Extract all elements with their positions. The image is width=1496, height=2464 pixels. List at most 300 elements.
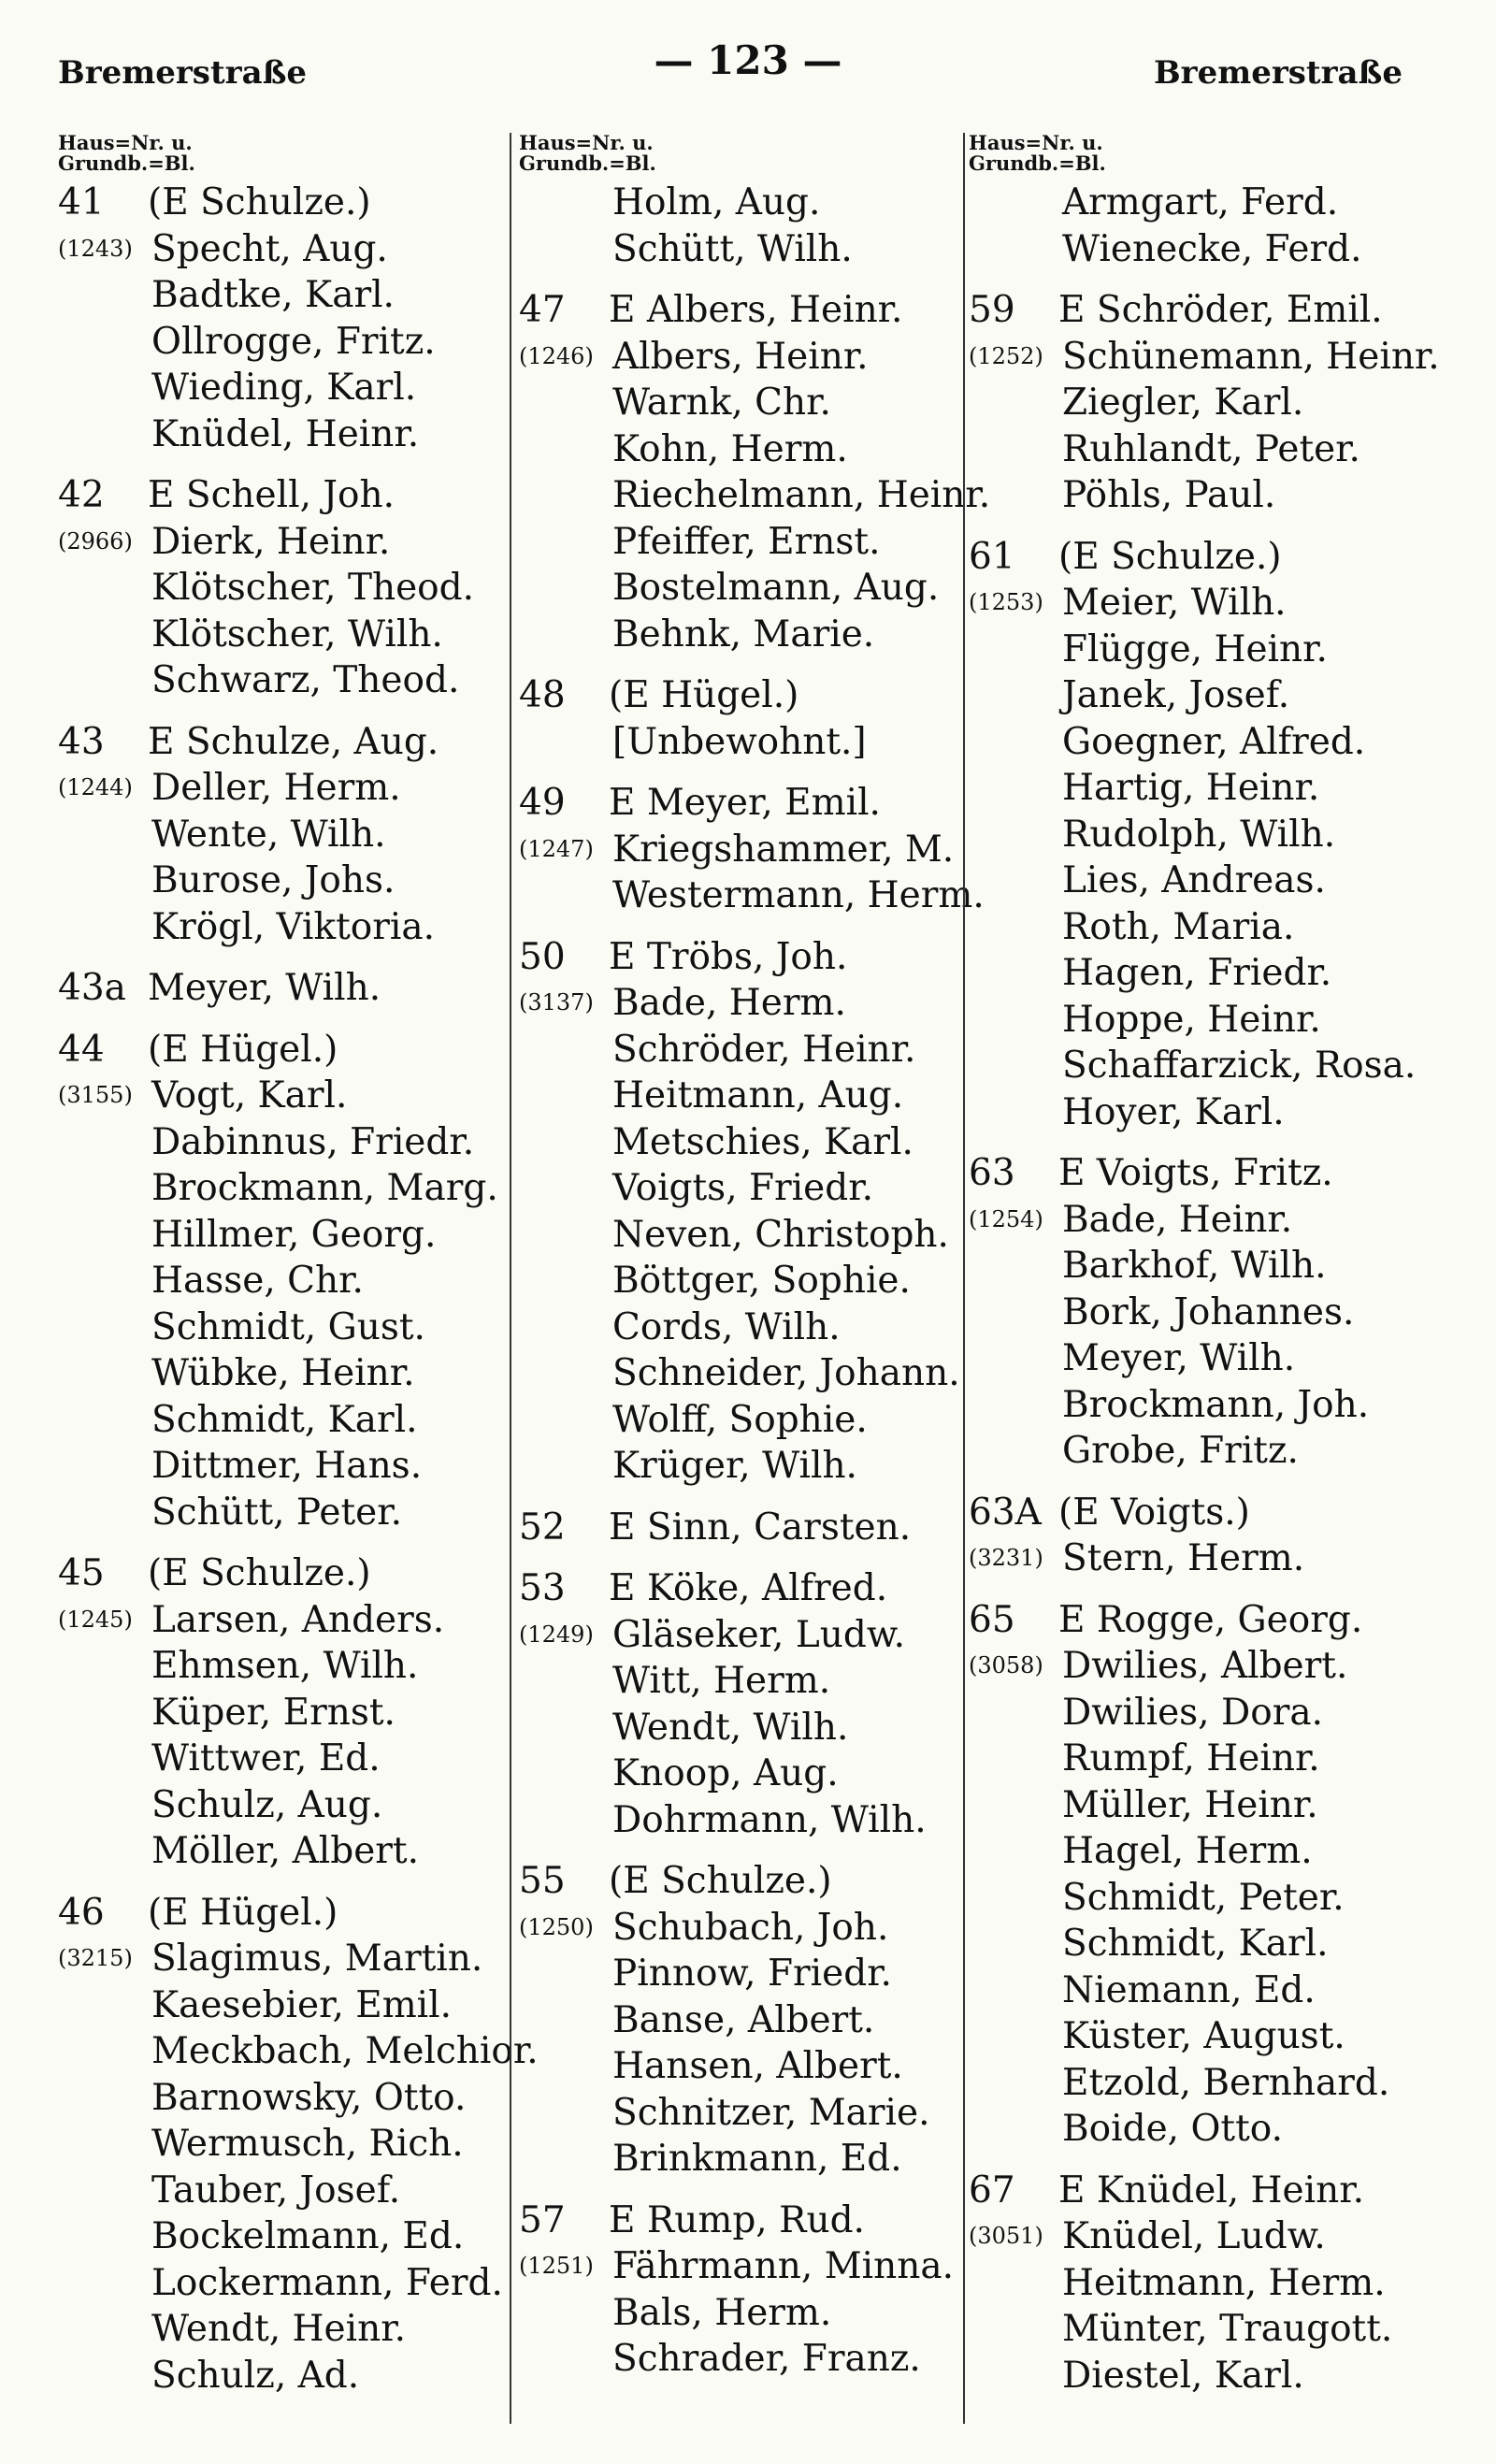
resident-line [58, 1643, 497, 1690]
column-heading-line1: Haus=Nr. u. [519, 131, 654, 154]
resident-name: Hillmer, Georg. [151, 1213, 437, 1256]
street-name-left: Bremerstraße [58, 54, 308, 92]
resident-line [519, 2290, 965, 2337]
resident-line [58, 1782, 497, 1829]
resident-name: Fährmann, Minna. [612, 2245, 954, 2287]
resident-line [969, 765, 1451, 812]
house-line [969, 2168, 1451, 2214]
resident-line [519, 334, 965, 381]
resident-line [969, 1535, 1451, 1582]
house-entry [58, 1027, 497, 1536]
resident-name: Cords, Wilh. [612, 1305, 841, 1348]
house-line [519, 287, 965, 334]
resident-line [969, 1875, 1451, 1922]
column-heading-line1: Haus=Nr. u. [58, 131, 193, 154]
resident-line [969, 2106, 1451, 2153]
resident-line [58, 904, 497, 951]
resident-name: Heitmann, Aug. [612, 1074, 904, 1117]
resident-line [969, 904, 1451, 951]
resident-name: Müller, Heinr. [1062, 1783, 1318, 1826]
resident-line [969, 380, 1451, 426]
resident-name: Hansen, Albert. [612, 2045, 903, 2087]
resident-line [969, 1290, 1451, 1336]
house-number: 55 [519, 1860, 566, 1902]
resident-line [58, 226, 497, 273]
resident-name: Pinnow, Friedr. [612, 1952, 892, 1995]
resident-line [519, 1658, 965, 1705]
grundbuch-number: (1250) [519, 1913, 594, 1940]
resident-line [58, 2028, 539, 2075]
house-number: 63A [969, 1491, 1042, 1534]
resident-line [519, 1073, 965, 1119]
column-2 [510, 131, 991, 2424]
house-list [58, 180, 539, 2399]
resident-line [58, 657, 497, 704]
resident-name: Wieding, Karl. [151, 367, 417, 409]
grundbuch-number: (1244) [58, 774, 133, 800]
house-line [969, 1150, 1451, 1197]
house-entry [969, 180, 1451, 272]
resident-name: Schünemann, Heinr. [1062, 335, 1440, 378]
resident-name: Neven, Christoph. [612, 1213, 949, 1256]
house-entry [519, 2197, 965, 2383]
house-number: 48 [519, 674, 566, 716]
resident-line [519, 180, 965, 226]
resident-name: Etzold, Bernhard. [1062, 2061, 1390, 2104]
grundbuch-number: (1243) [58, 235, 133, 262]
resident-name: Bade, Herm. [612, 982, 846, 1024]
resident-name: Krüger, Wilh. [612, 1445, 857, 1487]
house-entry [519, 1858, 965, 2183]
grundbuch-number: (1251) [519, 2253, 594, 2279]
resident-line [969, 627, 1451, 673]
resident-line [969, 2060, 1451, 2107]
resident-name: Diestel, Karl. [1062, 2354, 1304, 2397]
grundbuch-number: (1247) [519, 835, 594, 862]
house-number: 67 [969, 2169, 1015, 2212]
resident-name: Klötscher, Theod. [151, 567, 475, 609]
resident-name: Banse, Albert. [612, 1998, 875, 2041]
resident-name: Bork, Johannes. [1062, 1290, 1355, 1333]
resident-name: Hoyer, Karl. [1062, 1090, 1285, 1133]
resident-name: Burose, Johs. [151, 859, 396, 901]
resident-line [519, 2090, 965, 2137]
resident-line [58, 1212, 497, 1259]
resident-name: Gläseker, Ludw. [612, 1613, 905, 1656]
house-entry [519, 780, 985, 919]
resident-name: Kriegshammer, M. [612, 828, 955, 871]
resident-line [58, 812, 497, 858]
resident-name: Wittwer, Ed. [151, 1737, 381, 1780]
resident-line [969, 334, 1451, 381]
resident-line [969, 1921, 1451, 1967]
owner-name: (E Schulze.) [1058, 535, 1282, 578]
house-line [519, 780, 965, 827]
resident-line [519, 719, 965, 766]
house-entry [58, 1550, 497, 1875]
resident-line [519, 1397, 965, 1444]
resident-name: Flügge, Heinr. [1062, 627, 1328, 670]
house-number: 52 [519, 1506, 566, 1549]
house-line [58, 719, 497, 766]
resident-line [58, 1304, 497, 1351]
resident-line [519, 426, 965, 473]
resident-line [519, 2136, 965, 2183]
resident-name: Hartig, Heinr. [1062, 767, 1320, 809]
column-heading-line2: Grundb.=Bl. [969, 151, 1106, 175]
house-entry [58, 1890, 539, 2399]
owner-name: (E Schulze.) [148, 1552, 371, 1594]
resident-name: Knüdel, Heinr. [151, 412, 420, 455]
resident-line [58, 2306, 497, 2353]
house-number: 61 [969, 535, 1015, 578]
resident-name: Dohrmann, Wilh. [612, 1798, 927, 1841]
resident-name: Kaesebier, Emil. [151, 1983, 453, 2026]
grundbuch-number: (1253) [969, 589, 1043, 615]
resident-name: Hasse, Chr. [151, 1260, 364, 1302]
resident-name: Armgart, Ferd. [1062, 181, 1339, 223]
resident-name: Bals, Herm. [612, 2291, 832, 2334]
resident-name: Schnitzer, Marie. [612, 2091, 930, 2134]
house-number: 43a [58, 967, 126, 1009]
grundbuch-number: (1249) [519, 1621, 594, 1648]
resident-name: Larsen, Anders. [151, 1598, 445, 1641]
resident-line [519, 2336, 965, 2383]
resident-name: Pfeiffer, Ernst. [612, 520, 881, 563]
resident-name: Schulz, Aug. [151, 1783, 383, 1826]
resident-name: Meckbach, Melchior. [151, 2030, 539, 2072]
owner-name: E Sinn, Carsten. [609, 1506, 912, 1549]
column-heading-line1: Haus=Nr. u. [969, 131, 1103, 154]
resident-line [58, 2213, 497, 2260]
house-entry [58, 965, 497, 1012]
resident-line [519, 872, 985, 919]
grundbuch-number: (2966) [58, 527, 133, 555]
resident-line [969, 1335, 1451, 1382]
house-entry [969, 2168, 1451, 2399]
house-entry [969, 1490, 1451, 1582]
owner-name: E Rogge, Georg. [1058, 1598, 1363, 1641]
house-line [519, 2197, 965, 2244]
resident-line [58, 272, 497, 319]
resident-line [519, 827, 965, 873]
resident-line [519, 1258, 965, 1304]
grundbuch-number: (1252) [969, 342, 1043, 369]
resident-name: Bockelmann, Ed. [151, 2215, 465, 2257]
resident-line [519, 565, 965, 612]
owner-name: E Knüdel, Heinr. [1058, 2169, 1364, 2212]
resident-name: Schröder, Heinr. [612, 1028, 916, 1071]
resident-name: Klötscher, Wilh. [151, 612, 443, 656]
resident-name: Wienecke, Ferd. [1062, 227, 1362, 270]
column-heading-line2: Grundb.=Bl. [519, 151, 656, 175]
grundbuch-number: (1245) [58, 1606, 133, 1633]
resident-name: Wente, Wilh. [151, 813, 386, 856]
owner-name: Meyer, Wilh. [148, 967, 381, 1009]
resident-line [58, 1073, 497, 1119]
house-number: 43 [58, 720, 105, 763]
house-line [58, 965, 497, 1012]
resident-line [519, 980, 965, 1027]
house-entry [58, 180, 497, 457]
owner-name: E Schröder, Emil. [1058, 289, 1383, 331]
column-heading [58, 133, 497, 174]
resident-line [58, 1982, 497, 2029]
resident-line [58, 565, 497, 612]
house-list [519, 180, 991, 2383]
resident-line [519, 226, 965, 273]
resident-name: Stern, Herm. [1062, 1537, 1305, 1579]
resident-line [969, 1782, 1451, 1829]
resident-name: Slagimus, Martin. [151, 1938, 483, 1980]
resident-name: Schmidt, Gust. [151, 1305, 425, 1348]
grundbuch-number: (3155) [58, 1082, 133, 1108]
page-header [0, 37, 1496, 103]
resident-line [969, 672, 1451, 719]
owner-name: (E Voigts.) [1058, 1491, 1250, 1534]
resident-name: Schrader, Franz. [612, 2338, 921, 2380]
resident-name: Brockmann, Marg. [151, 1167, 498, 1209]
resident-line [969, 857, 1451, 904]
resident-line [58, 1490, 497, 1536]
resident-line [58, 1690, 497, 1736]
resident-name: Ziegler, Karl. [1062, 382, 1304, 424]
resident-line [58, 319, 497, 366]
resident-line [519, 1119, 965, 1166]
resident-name: Badtke, Karl. [151, 274, 395, 316]
owner-name: (E Schulze.) [148, 181, 371, 223]
resident-name: Hagen, Friedr. [1062, 952, 1332, 994]
resident-line [519, 1443, 965, 1490]
resident-line [58, 1828, 497, 1875]
resident-line [58, 411, 497, 458]
resident-name: Boide, Otto. [1062, 2108, 1283, 2150]
resident-line [519, 1797, 965, 1844]
resident-name: Wendt, Wilh. [612, 1706, 849, 1749]
resident-line [58, 1258, 497, 1304]
owner-name: E Schulze, Aug. [148, 720, 439, 763]
street-name-right: Bremerstraße [1153, 54, 1402, 92]
house-number: 46 [58, 1891, 105, 1934]
resident-line [969, 1967, 1451, 2014]
grundbuch-number: (3231) [969, 1545, 1043, 1571]
resident-name: Schmidt, Karl. [1062, 1923, 1329, 1965]
resident-line [58, 1936, 497, 1982]
resident-line [519, 1951, 965, 1997]
resident-name: Dierk, Heinr. [151, 520, 391, 563]
resident-line [58, 1165, 497, 1212]
resident-name: Albers, Heinr. [612, 335, 869, 378]
owner-name: (E Hügel.) [148, 1028, 338, 1071]
house-entry [969, 534, 1451, 1136]
house-entry [969, 1150, 1451, 1475]
resident-name: Brinkmann, Ed. [612, 2138, 902, 2180]
resident-name: Küster, August. [1062, 2015, 1345, 2057]
house-line [58, 1027, 497, 1073]
resident-line [58, 1736, 497, 1782]
house-entry [519, 180, 965, 272]
resident-line [519, 519, 965, 566]
resident-line [58, 1397, 497, 1444]
resident-name: Dabinnus, Friedr. [151, 1120, 475, 1163]
resident-line [969, 2213, 1451, 2260]
resident-name: Barnowsky, Otto. [151, 2076, 467, 2119]
grundbuch-number: (3215) [58, 1945, 133, 1971]
house-number: 49 [519, 782, 566, 824]
resident-name: Schütt, Wilh. [612, 227, 853, 270]
house-line [58, 472, 497, 519]
resident-line [969, 1828, 1451, 1875]
house-entry [519, 1565, 965, 1843]
resident-line [58, 2353, 497, 2399]
house-entry [969, 1597, 1451, 2153]
resident-line [519, 1165, 965, 1212]
resident-name: Grobe, Fritz. [1062, 1430, 1299, 1472]
resident-name: Pöhls, Paul. [1062, 474, 1276, 516]
owner-name: E Meyer, Emil. [609, 782, 881, 824]
resident-line [519, 1304, 965, 1351]
house-entry [58, 472, 497, 704]
resident-name: Schneider, Johann. [612, 1352, 960, 1394]
resident-name: Schulz, Ad. [151, 2354, 360, 2397]
house-line [58, 1890, 497, 1937]
house-entry [519, 672, 965, 765]
resident-line [58, 1350, 497, 1397]
resident-name: Ruhlandt, Peter. [1062, 427, 1360, 470]
resident-line [969, 1382, 1451, 1429]
resident-name: Deller, Herm. [151, 767, 401, 809]
resident-name: Wendt, Heinr. [151, 2308, 406, 2350]
resident-line [519, 1751, 965, 1797]
resident-line [58, 1597, 497, 1644]
resident-name: Meyer, Wilh. [1062, 1337, 1296, 1379]
resident-line [969, 1643, 1451, 1690]
house-list [969, 180, 1451, 2399]
house-number: 41 [58, 181, 105, 223]
column-1 [58, 131, 539, 2424]
resident-name: Specht, Aug. [151, 227, 388, 270]
resident-name: Wolff, Sophie. [612, 1398, 868, 1441]
resident-line [969, 2260, 1451, 2307]
resident-name: Brockmann, Joh. [1062, 1383, 1370, 1426]
column-3 [963, 133, 1451, 2424]
resident-line [58, 2260, 503, 2307]
column-heading-line2: Grundb.=Bl. [58, 151, 195, 175]
resident-name: Behnk, Marie. [612, 612, 875, 656]
grundbuch-number: (1246) [519, 342, 594, 369]
resident-line [519, 1212, 965, 1259]
resident-name: Goegner, Alfred. [1062, 720, 1366, 763]
resident-line [969, 472, 1451, 519]
resident-line [969, 1243, 1451, 1290]
resident-line [519, 2043, 965, 2090]
resident-line [519, 1997, 965, 2044]
resident-name: Rudolph, Wilh. [1062, 813, 1336, 856]
resident-line [58, 519, 497, 566]
resident-name: Vogt, Karl. [151, 1074, 348, 1117]
house-line [519, 672, 965, 719]
resident-name: Schmidt, Karl. [151, 1398, 418, 1441]
resident-line [519, 1350, 965, 1397]
owner-name: E Albers, Heinr. [609, 289, 903, 331]
resident-name: Warnk, Chr. [612, 382, 831, 424]
resident-line [969, 226, 1451, 273]
resident-name: Knüdel, Ludw. [1062, 2215, 1326, 2257]
grundbuch-number: (3137) [519, 989, 594, 1016]
house-line [969, 534, 1451, 581]
house-line [519, 934, 965, 981]
owner-name: (E Schulze.) [609, 1860, 832, 1902]
resident-name: Kohn, Herm. [612, 427, 848, 470]
resident-line [519, 612, 965, 658]
owner-name: E Rump, Rud. [609, 2198, 865, 2241]
grundbuch-number: (3051) [969, 2223, 1043, 2249]
house-line [519, 1505, 965, 1551]
owner-name: (E Hügel.) [609, 674, 799, 716]
resident-name: Heitmann, Herm. [1062, 2261, 1386, 2304]
resident-name: Knoop, Aug. [612, 1752, 839, 1794]
grundbuch-number: (1254) [969, 1205, 1043, 1232]
house-line [969, 1597, 1451, 1644]
resident-name: Münter, Traugott. [1062, 2308, 1393, 2350]
resident-name: Lies, Andreas. [1062, 859, 1326, 901]
owner-name: E Schell, Joh. [148, 474, 395, 516]
owner-name: E Köke, Alfred. [609, 1567, 888, 1609]
resident-line [969, 719, 1451, 766]
resident-line [58, 2121, 497, 2168]
resident-name: Witt, Herm. [612, 1660, 831, 1702]
resident-line [519, 380, 965, 426]
resident-line [519, 1905, 965, 1952]
resident-name: Riechelmann, Heinr. [612, 474, 991, 516]
house-number: 44 [58, 1028, 105, 1071]
resident-name: Niemann, Ed. [1062, 1968, 1316, 2011]
resident-name: Bade, Heinr. [1062, 1198, 1293, 1241]
resident-name: Wermusch, Rich. [151, 2123, 464, 2165]
house-number: 65 [969, 1598, 1015, 1641]
owner-name: (E Hügel.) [148, 1891, 338, 1934]
grundbuch-number: (3058) [969, 1652, 1043, 1679]
resident-name: Schmidt, Peter. [1062, 1876, 1345, 1919]
house-entry [58, 719, 497, 951]
resident-line [519, 2243, 965, 2290]
resident-name: Roth, Maria. [1062, 905, 1295, 948]
resident-line [58, 2075, 497, 2122]
house-line [519, 1565, 965, 1612]
resident-line [969, 1736, 1451, 1782]
resident-name: Westermann, Herm. [612, 874, 985, 916]
resident-line [969, 997, 1451, 1044]
house-line [969, 1490, 1451, 1536]
resident-name: Ollrogge, Fritz. [151, 320, 436, 363]
resident-name: Schütt, Peter. [151, 1491, 403, 1534]
resident-name: Schubach, Joh. [612, 1906, 889, 1949]
resident-name: Wübke, Heinr. [151, 1352, 415, 1394]
resident-line [519, 1612, 965, 1659]
resident-line [969, 1089, 1451, 1136]
resident-name: Rumpf, Heinr. [1062, 1737, 1320, 1780]
resident-name: Tauber, Josef. [151, 2169, 401, 2212]
resident-line [969, 1690, 1451, 1736]
resident-name: Janek, Josef. [1062, 674, 1290, 716]
resident-line [969, 812, 1451, 858]
house-number: 50 [519, 935, 566, 978]
owner-name: E Voigts, Fritz. [1058, 1152, 1333, 1194]
resident-line [969, 2353, 1451, 2399]
resident-name: [Unbewohnt.] [612, 720, 867, 763]
house-number: 42 [58, 474, 105, 516]
resident-name: Dwilies, Albert. [1062, 1645, 1348, 1687]
